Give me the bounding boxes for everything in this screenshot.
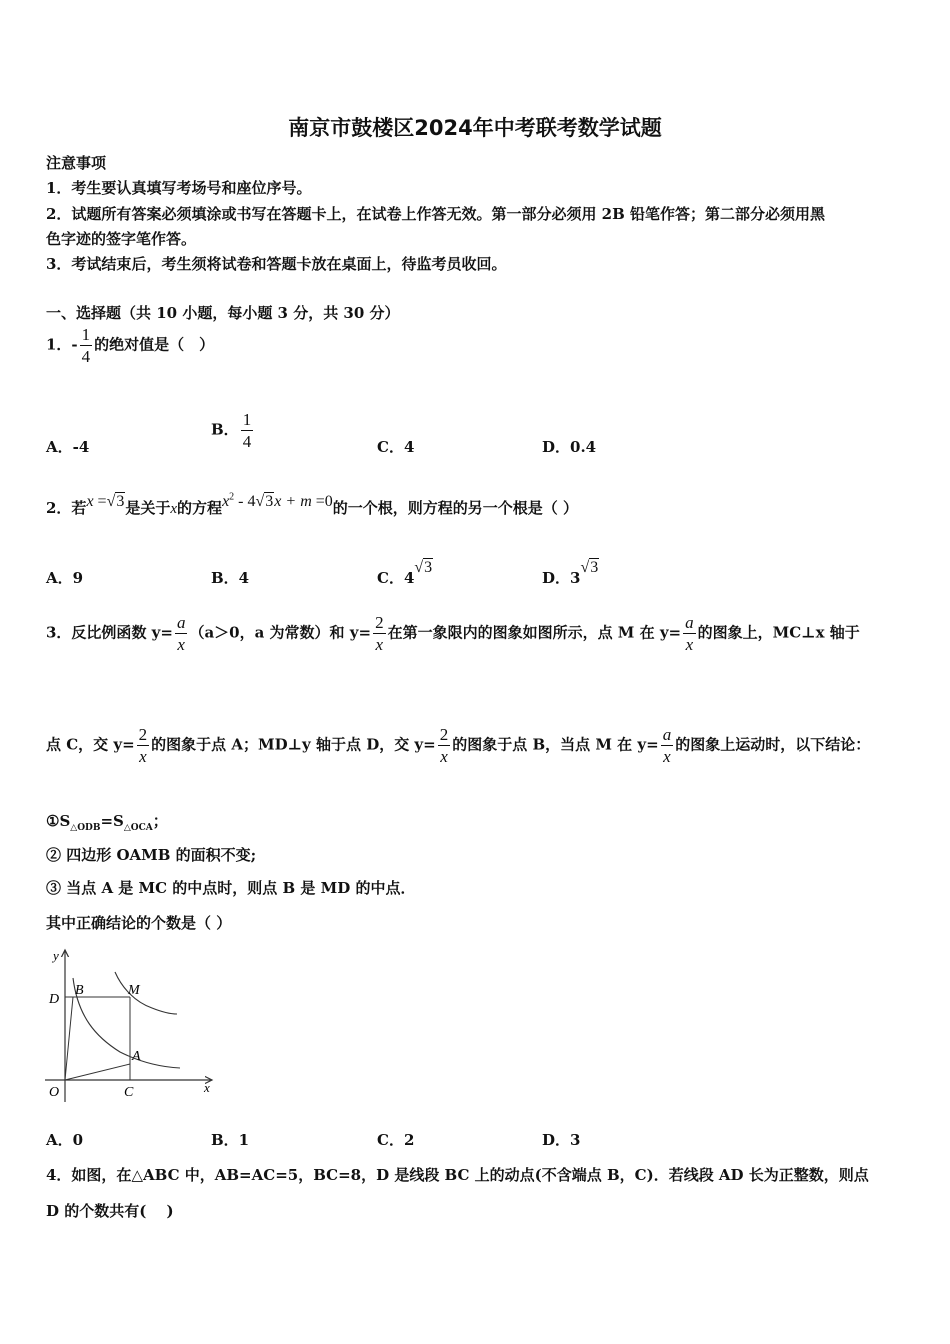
q1-prefix: 1．- xyxy=(46,335,78,354)
question-2: 2．若x =√3是关于x的方程$x^2 - 4√3x + m =0$的一个根，则方程的另一个根是（ ） xyxy=(46,491,579,517)
label-m: M xyxy=(128,983,140,998)
q3-graph-figure xyxy=(40,942,225,1107)
label-c: C xyxy=(124,1085,134,1100)
q3-option-a: A．0 xyxy=(46,1131,84,1149)
q1-option-c: C．4 xyxy=(377,438,415,456)
notice-item: 1．考生要认真填写考场号和座位序号。 xyxy=(46,179,312,197)
q2-equation-1: x =√3 xyxy=(86,493,125,510)
q1-option-b: B． $\frac{1}{4}$ xyxy=(211,410,252,451)
q3-option-b: B．1 xyxy=(211,1131,250,1149)
q3-question: 其中正确结论的个数是（ ） xyxy=(46,914,232,932)
q3-statement-3: ③ 当点 A 是 MC 的中点时，则点 B 是 MD 的中点． xyxy=(46,879,416,897)
q1-option-d: D．0.4 xyxy=(542,438,597,456)
q3-option-d: D．3 xyxy=(542,1131,581,1149)
question-3-line-1: 3．反比例函数 y= $\frac{a}{x}$ （a＞0，a 为常数）和 y= $\frac{2}{x}$ 在第一象限内的图象如图所示，点 M 在 y= $\frac{a}{x}$ 的图象上，MC⊥x 轴于 xyxy=(46,613,860,654)
q3-option-c: C．2 xyxy=(377,1131,415,1149)
notice-item: 色字迹的签字笔作答。 xyxy=(46,230,197,248)
q2-option-d: D．3√3 xyxy=(542,559,599,587)
q3-statement-1: $①S_{\triangle ODB}=S_{\triangle OCA}$； xyxy=(46,812,168,833)
q1-fraction: $\frac{1}{4}$ xyxy=(81,325,91,366)
question-4-line-1: 4．如图，在△ABC 中，AB=AC=5，BC=8，D 是线段 BC 上的动点(不含端点 B，C)．若线段 AD 长为正整数，则点 xyxy=(46,1166,869,1184)
page-title: 南京市鼓楼区2024年中考联考数学试题 xyxy=(288,116,662,140)
segment-oa xyxy=(65,1064,130,1080)
label-a: A xyxy=(132,1049,141,1064)
segment-ob xyxy=(65,997,73,1080)
label-b: B xyxy=(75,983,84,998)
notice-item: 2．试题所有答案必须填涂或书写在答题卡上，在试卷上作答无效。第一部分必须用 2B 铅笔作答；第二部分必须用黑 xyxy=(46,205,826,223)
curve-2-over-x xyxy=(73,978,180,1068)
q2-option-b: B．4 xyxy=(211,569,250,587)
q2-equation-2: $x^2 - 4√3x + m =0$ xyxy=(222,491,333,510)
notice-heading: 注意事项 xyxy=(46,154,107,172)
question-3-line-2: 点 C，交 y= $\frac{2}{x}$ 的图象于点 A；MD⊥y 轴于点 D，交 y= $\frac{2}{x}$ 的图象于点 B，当点 M 在 y= $\frac{a}{x}$ 的图象上运动时，以下结论： xyxy=(46,725,871,766)
q1-suffix: 的绝对值是（ ） xyxy=(94,335,215,354)
label-o: O xyxy=(49,1085,60,1100)
q1-option-a: A．-4 xyxy=(46,438,90,456)
question-4-line-2: D 的个数共有( ) xyxy=(46,1202,174,1220)
question-1 xyxy=(46,326,214,365)
section-heading: 一、选择题（共 10 小题，每小题 3 分，共 30 分） xyxy=(46,304,400,322)
label-d: D xyxy=(49,992,60,1007)
label-x: x xyxy=(204,1080,210,1095)
q2-option-a: A．9 xyxy=(46,569,84,587)
notice-item: 3．考试结束后，考生须将试卷和答题卡放在桌面上，待监考员收回。 xyxy=(46,255,507,273)
label-y: y xyxy=(53,948,59,963)
q3-statement-2: ② 四边形 OAMB 的面积不变; xyxy=(46,846,257,864)
curve-a-over-x xyxy=(115,972,177,1014)
q2-option-c: C．4√3 xyxy=(377,559,433,587)
